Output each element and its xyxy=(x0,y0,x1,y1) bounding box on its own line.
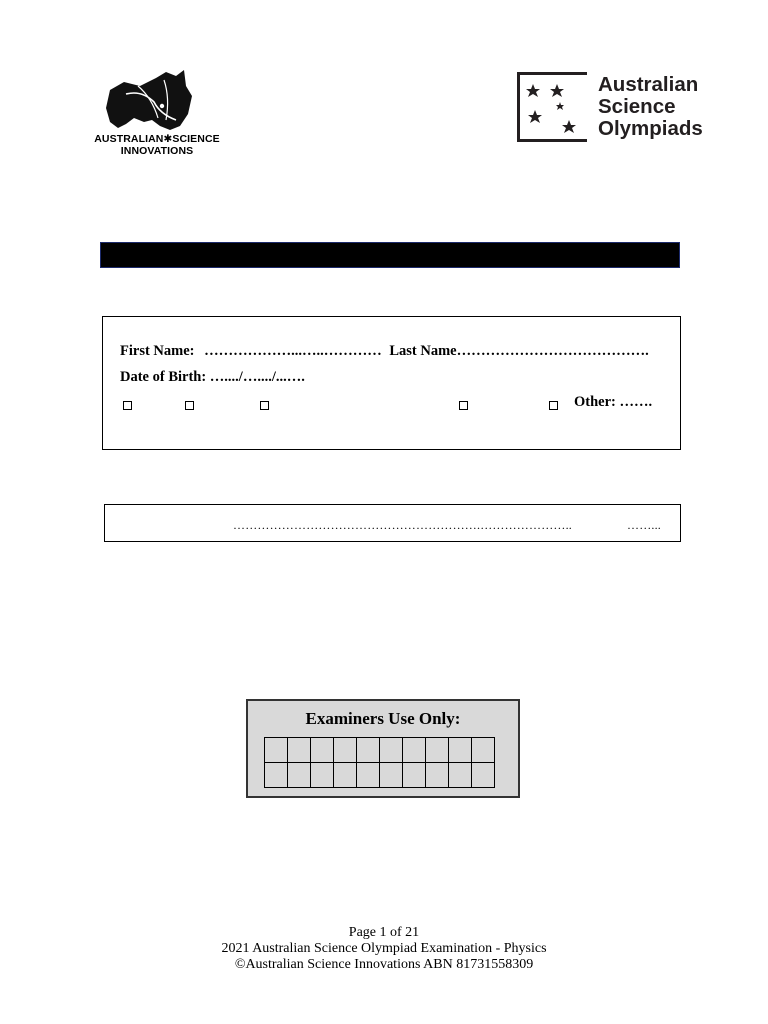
aso-wordmark-line1: Australian xyxy=(598,73,699,96)
copyright: ©Australian Science Innovations ABN 81731558309 xyxy=(234,957,534,972)
last-name-field[interactable]: …………………………………. xyxy=(456,343,649,359)
checkbox-5[interactable] xyxy=(549,401,558,410)
first-name-field[interactable]: ………………...…..………… xyxy=(204,343,382,359)
other-line xyxy=(574,394,652,411)
marks-cell[interactable] xyxy=(288,738,311,763)
page-footer xyxy=(0,925,768,973)
aso-wordmark-line3: Olympiads xyxy=(598,117,703,140)
other-label: Other: xyxy=(574,394,616,410)
dob-label: Date of Birth: xyxy=(120,369,207,385)
title-bar xyxy=(100,242,680,268)
marks-row xyxy=(265,763,495,788)
marks-cell[interactable] xyxy=(426,763,449,788)
last-name-label: Last Name xyxy=(389,343,457,359)
checkbox-4[interactable] xyxy=(459,401,468,410)
year-field[interactable]: ……... xyxy=(627,518,661,532)
examiners-box xyxy=(246,699,520,798)
school-details-box xyxy=(104,504,681,542)
marks-cell[interactable] xyxy=(380,738,403,763)
marks-cell[interactable] xyxy=(472,738,495,763)
dob-field[interactable]: …..../…..../...…. xyxy=(209,369,305,385)
marks-cell[interactable] xyxy=(357,738,380,763)
checkbox-1[interactable] xyxy=(123,401,132,410)
marks-grid xyxy=(264,737,495,788)
school-field[interactable]: …………………………………………………….………………….. xyxy=(233,518,572,532)
examiners-title: Examiners Use Only: xyxy=(305,709,461,728)
marks-cell[interactable] xyxy=(357,763,380,788)
page-number: Page 1 of 21 xyxy=(348,925,420,940)
marks-cell[interactable] xyxy=(334,738,357,763)
marks-cell[interactable] xyxy=(472,763,495,788)
asi-wordmark-line1: AUSTRALIAN✱SCIENCE xyxy=(94,133,220,145)
other-field[interactable]: ……. xyxy=(619,394,653,410)
marks-cell[interactable] xyxy=(334,763,357,788)
asi-logo xyxy=(80,68,233,164)
checkbox-2[interactable] xyxy=(185,401,194,410)
southern-cross-stars-icon xyxy=(517,72,587,142)
marks-cell[interactable] xyxy=(288,763,311,788)
aso-logo xyxy=(517,72,717,146)
marks-cell[interactable] xyxy=(403,763,426,788)
marks-cell[interactable] xyxy=(449,738,472,763)
marks-cell[interactable] xyxy=(426,738,449,763)
name-line xyxy=(120,343,649,360)
first-name-label: First Name: xyxy=(120,343,195,359)
dob-line xyxy=(120,369,305,386)
checkbox-3[interactable] xyxy=(260,401,269,410)
marks-cell[interactable] xyxy=(311,738,334,763)
marks-cell[interactable] xyxy=(380,763,403,788)
student-details-box xyxy=(102,316,681,450)
marks-cell[interactable] xyxy=(403,738,426,763)
australia-map-icon xyxy=(80,68,233,134)
aso-wordmark-line2: Science xyxy=(598,95,676,118)
marks-cell[interactable] xyxy=(265,738,288,763)
marks-cell[interactable] xyxy=(449,763,472,788)
marks-cell[interactable] xyxy=(311,763,334,788)
marks-row xyxy=(265,738,495,763)
exam-title: 2021 Australian Science Olympiad Examination - Physics xyxy=(221,941,547,956)
marks-cell[interactable] xyxy=(265,763,288,788)
asi-wordmark-line2: INNOVATIONS xyxy=(120,145,194,157)
